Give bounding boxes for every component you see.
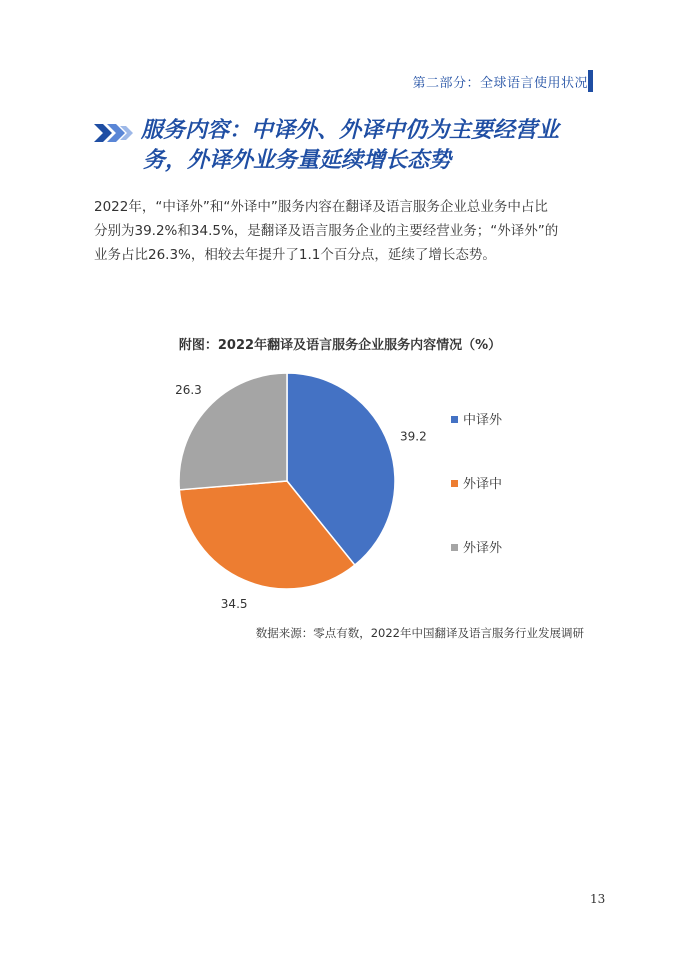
legend-label-1: 中译外 [463, 413, 503, 428]
chart-title: 附图：2022年翻译及语言服务企业服务内容情况（%） [178, 338, 502, 353]
page-number: 13 [590, 892, 606, 906]
body-line-1: 2022年，“中译外”和“外译中”服务内容在翻译及语言服务企业总业务中占比 [94, 199, 548, 215]
section-header: 第二部分：全球语言使用状况 [412, 76, 588, 91]
data-source: 数据来源：零点有数，2022年中国翻译及语言服务行业发展调研 [255, 626, 584, 640]
legend-label-2: 外译中 [463, 477, 503, 492]
body-line-3: 业务占比26.3%，相较去年提升了1.1个百分点，延续了增长态势。 [94, 247, 496, 263]
chart-legend [451, 412, 503, 556]
pie-data-label-1: 39.2 [400, 429, 427, 444]
pie-slices [179, 373, 395, 589]
legend-swatch-1 [451, 416, 458, 423]
legend-label-3: 外译外 [463, 541, 503, 556]
legend-swatch-2 [451, 480, 458, 487]
legend-swatch-3 [451, 544, 458, 551]
pie-data-label-2: 34.5 [220, 597, 248, 612]
pie-data-label-3: 26.3 [175, 383, 202, 398]
page-title-line-2: 务，外译外业务量延续增长态势 [143, 148, 452, 173]
page-title-line-1: 服务内容：中译外、外译中仍为主要经营业 [141, 118, 560, 143]
body-line-2: 分别为39.2%和34.5%，是翻译及语言服务企业的主要经营业务；“外译外”的 [94, 223, 559, 239]
